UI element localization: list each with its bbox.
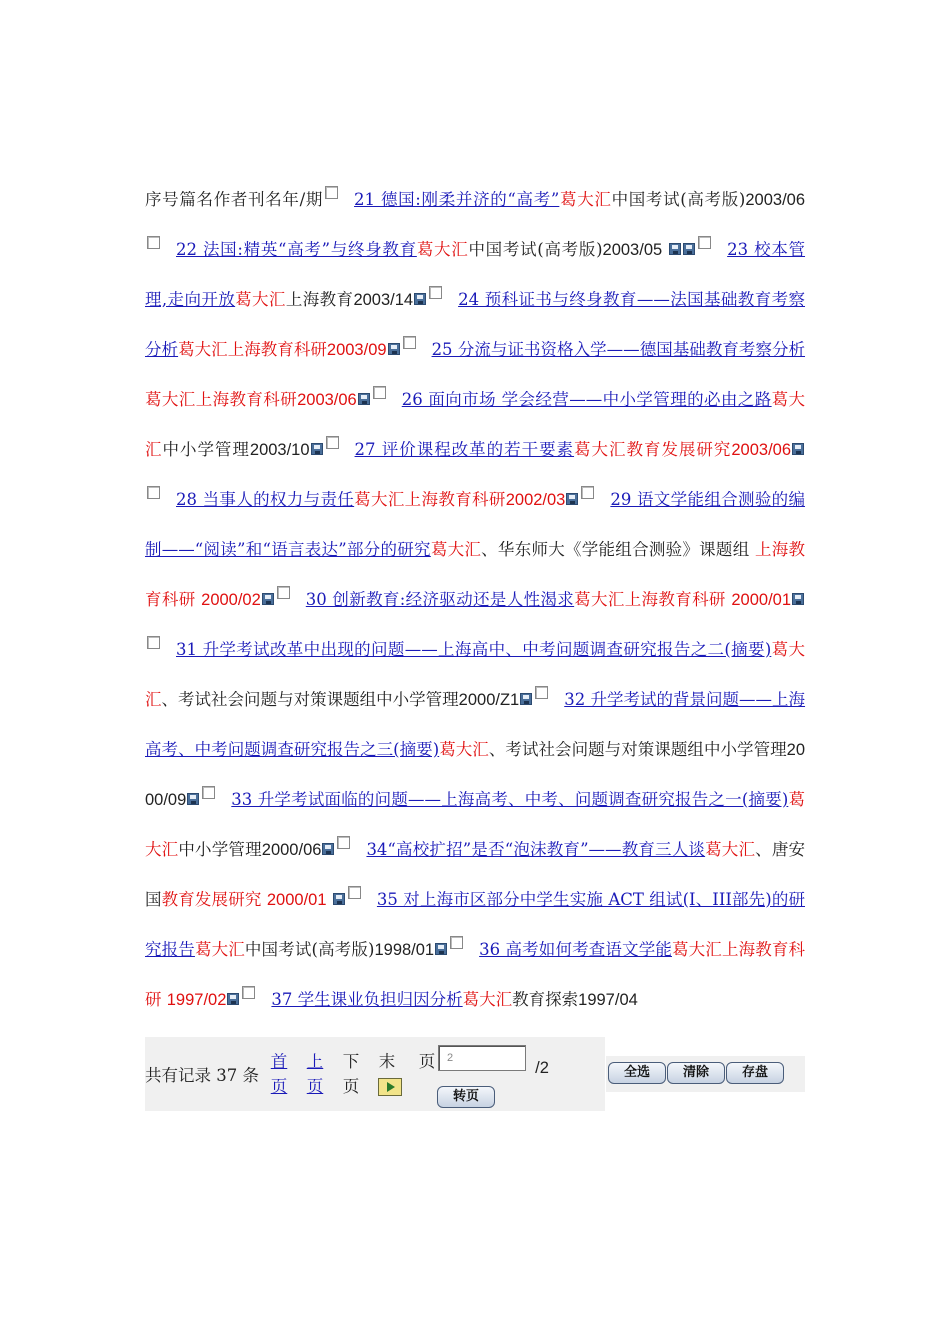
record-author: 葛大汇 <box>462 990 513 1009</box>
record-coauthor: 考试社会问题与对策课题组 <box>505 740 704 759</box>
checkbox-icon[interactable] <box>325 186 338 199</box>
next-page-top: 下 <box>342 1052 360 1071</box>
record-issue: 2000/09 <box>145 741 806 809</box>
record-journal: 中国考试(高考版) <box>611 190 746 209</box>
page-label: 页 <box>418 1052 436 1071</box>
save-icon[interactable] <box>358 393 370 405</box>
record-issue: 2003/09 <box>326 341 387 359</box>
save-icon[interactable] <box>792 443 804 455</box>
record-title-link[interactable]: 28 当事人的权力与责任 <box>176 490 355 509</box>
record-journal: 教育探索 <box>512 990 579 1009</box>
record-author: 葛大汇 <box>574 440 627 459</box>
save-icon[interactable] <box>227 993 239 1005</box>
last-page-top: 末 <box>378 1052 396 1071</box>
record-issue: 2003/10 <box>249 441 310 459</box>
checkbox-icon[interactable] <box>147 486 160 499</box>
record-author: 葛大汇 <box>559 190 612 209</box>
record-issue: 1998/01 <box>374 941 435 959</box>
save-icon[interactable] <box>262 593 274 605</box>
go-page-button[interactable]: 转页 <box>437 1086 495 1108</box>
record-coauthor: 唐安国 <box>145 840 806 909</box>
record-title-link[interactable]: 27 评价课程改革的若干要素 <box>354 440 575 459</box>
record-issue: 2003/06 <box>745 191 806 209</box>
results-list: 序号篇名作者刊名年/期 21 德国:刚柔并济的“高考”葛大汇中国考试(高考版)2003/0622 法国:精英“高考”与终身教育葛大汇中国考试(高考版)2003/05 23 校本管理,走向开放葛大汇上海教育2003/14 24 预科证书与终身教育——法国基础教育考察分析葛大汇上海教育科研2003/09 25 分流与证书资格入学——德国基础教育考察分析葛大汇上海教育科研2003/06 26 面向市场 学会经营——中小学管理的必由之路葛大汇中小学管理2003/10 27 评价课程改革的若干要素葛大汇教育发展研究2003/0628 当事人的权力与责任葛大汇上海教育科研2002/03 29 语文学能组合测验的编制——“阅读”和“语言表达”部分的研究葛大汇、华东师大《学能组合测验》课题组 上海教育科研 2000/02 30 创新教育:经济驱动还是人性渴求葛大汇上海教育科研 2000/0131 升学考试改革中出现的问题——上海高中、中考问题调查研究报告之二(摘要)葛大汇、考试社会问题与对策课题组中小学管理2000/Z1 32 升学考试的背景问题——上海高考、中考问题调查研究报告之三(摘要)葛大汇、考试社会问题与对策课题组中小学管理2000/09 33 升学考试面临的问题——上海高考、中考、问题调查研究报告之一(摘要)葛大汇中小学管理2000/06 34“高校扩招”是否“泡沫教育”——教育三人谈葛大汇、唐安国教育发展研究 2000/01 35 对上海市区部分中学生实施 ACT 组试(I、III部先)的研究报告葛大汇中国考试(高考版)1998/01 36 高考如何考查语文学能葛大汇上海教育科研 1997/02 37 学生课业负担归因分析葛大汇教育探索1997/04 <box>145 175 805 1025</box>
prev-page-link[interactable] <box>305 1049 325 1099</box>
record-issue: 2003/05 <box>602 241 663 259</box>
save-icon[interactable] <box>792 593 804 605</box>
record-author: 葛大汇 <box>145 390 196 409</box>
record-issue: 2002/03 <box>505 491 566 509</box>
record-journal: 上海教育科研 <box>404 490 506 509</box>
save-icon[interactable] <box>311 443 323 455</box>
total-records-label: 共有记录 37 条 <box>145 1066 259 1085</box>
first-page-link-bottom[interactable]: 页 <box>270 1077 288 1096</box>
last-page-label <box>377 1049 397 1074</box>
checkbox-icon[interactable] <box>581 486 594 499</box>
checkbox-icon[interactable] <box>242 986 255 999</box>
record-journal: 上海教育科研 <box>227 340 327 359</box>
save-icon[interactable] <box>435 943 447 955</box>
save-button[interactable]: 存盘 <box>726 1062 784 1084</box>
record-issue: 2003/06 <box>731 441 792 459</box>
checkbox-icon[interactable] <box>373 386 386 399</box>
save-icon[interactable] <box>566 493 578 505</box>
save-icon[interactable] <box>322 843 334 855</box>
checkbox-icon[interactable] <box>337 836 350 849</box>
record-issue: 2003/06 <box>297 391 357 409</box>
record-author: 葛大汇 <box>235 290 286 309</box>
first-page-link-top[interactable]: 首 <box>270 1052 288 1071</box>
record-issue: 1997/04 <box>578 991 638 1009</box>
record-journal: 上海教育科研 <box>195 390 298 409</box>
prev-page-link-bottom[interactable]: 页 <box>306 1077 324 1096</box>
record-author: 葛大汇 <box>672 940 722 959</box>
checkbox-icon[interactable] <box>535 686 548 699</box>
checkbox-icon[interactable] <box>450 936 463 949</box>
record-title-link[interactable]: 21 德国:刚柔并济的“高考” <box>354 190 560 209</box>
record-journal: 中小学管理 <box>703 740 787 759</box>
save-icon[interactable] <box>187 793 199 805</box>
page-total: /2 <box>535 1059 549 1077</box>
record-journal: 中小学管理 <box>376 690 459 709</box>
action-bar <box>606 1056 805 1092</box>
record-author: 葛大汇 <box>430 540 482 559</box>
record-title-link[interactable]: 26 面向市场 学会经营——中小学管理的必由之路 <box>401 390 772 409</box>
record-title-link[interactable]: 35 对上海市区部分中学生实施 ACT 组试(I、III部先)的研究报告 <box>145 890 805 959</box>
record-title-link[interactable]: 25 分流与证书资格入学——德国基础教育考察分析 <box>431 340 806 359</box>
record-title-link[interactable]: 22 法国:精英“高考”与终身教育 <box>176 240 417 259</box>
checkbox-icon[interactable] <box>698 236 711 249</box>
clear-button[interactable]: 清除 <box>667 1062 725 1084</box>
first-page-link[interactable] <box>269 1049 289 1099</box>
record-journal: 中小学管理 <box>162 440 250 459</box>
column-header: 序号篇名作者刊名年/期 <box>145 190 324 209</box>
record-issue: 2000/06 <box>261 841 322 859</box>
record-title-link[interactable]: 29 语文学能组合测验的编制——“阅读”和“语言表达”部分的研究 <box>145 490 806 559</box>
record-title-link[interactable]: 24 预科证书与终身教育——法国基础教育考察分析 <box>145 290 806 359</box>
checkbox-icon[interactable] <box>202 786 215 799</box>
checkbox-icon[interactable] <box>403 336 416 349</box>
record-title-link[interactable]: 31 升学考试改革中出现的问题——上海高中、中考问题调查研究报告之二(摘要) <box>176 640 772 659</box>
checkbox-icon[interactable] <box>429 286 442 299</box>
record-author: 葛大汇 <box>145 640 805 709</box>
record-issue: 2000/02 <box>201 591 261 609</box>
record-issue: 2003/14 <box>353 291 414 309</box>
prev-page-link-top[interactable]: 上 <box>306 1052 324 1071</box>
save-icon[interactable] <box>520 693 532 705</box>
checkbox-icon[interactable] <box>277 586 290 599</box>
record-title-link[interactable]: 36 高考如何考查语文学能 <box>479 940 672 959</box>
save-icon[interactable] <box>388 343 400 355</box>
record-journal: 上海教育 <box>285 290 354 309</box>
record-issue: 2000/Z1 <box>458 691 520 709</box>
record-author: 葛大汇 <box>574 590 625 609</box>
record-title-link[interactable]: 37 学生课业负担归因分析 <box>271 990 463 1009</box>
record-author: 葛大汇 <box>354 490 405 509</box>
record-journal: 教育发展研究 <box>161 890 262 909</box>
record-journal: 上海教育科研 <box>145 940 806 1009</box>
record-title-link[interactable]: 32 升学考试的背景问题——上海高考、中考问题调查研究报告之三(摘要) <box>145 690 806 759</box>
record-author: 葛大汇 <box>705 840 756 859</box>
checkbox-icon[interactable] <box>326 436 339 449</box>
record-title-link[interactable]: 23 校本管理,走向开放 <box>145 240 806 309</box>
record-journal: 中国考试(高考版) <box>244 940 375 959</box>
record-journal: 教育发展研究 <box>626 440 732 459</box>
record-journal: 上海教育科研 <box>624 590 726 609</box>
checkbox-icon[interactable] <box>348 886 361 899</box>
record-journal: 中国考试(高考版) <box>468 240 603 259</box>
checkbox-icon[interactable] <box>147 636 160 649</box>
record-author: 葛大汇 <box>145 390 806 459</box>
next-page-label <box>341 1049 361 1099</box>
record-coauthor: 考试社会问题与对策课题组 <box>178 690 377 709</box>
next-page-bottom: 页 <box>342 1077 360 1096</box>
page-number-input[interactable] <box>438 1045 526 1071</box>
record-journal: 上海教育科研 <box>145 540 806 609</box>
record-coauthor: 华东师大《学能组合测验》课题组 <box>497 540 750 559</box>
save-icon[interactable] <box>333 893 345 905</box>
record-author: 葛大汇 <box>145 790 805 859</box>
save-icon[interactable] <box>669 243 681 255</box>
save-icon[interactable] <box>414 293 426 305</box>
select-all-button[interactable]: 全选 <box>608 1062 666 1084</box>
record-author: 葛大汇 <box>194 940 245 959</box>
checkbox-icon[interactable] <box>147 236 160 249</box>
record-journal: 中小学管理 <box>178 840 262 859</box>
record-title-link[interactable]: 33 升学考试面临的问题——上海高考、中考、问题调查研究报告之一(摘要) <box>231 790 789 809</box>
record-issue: 2000/01 <box>731 591 792 609</box>
record-issue: 1997/02 <box>166 991 227 1009</box>
record-author: 葛大汇 <box>178 340 228 359</box>
record-author: 葛大汇 <box>439 740 489 759</box>
go-arrow-icon[interactable] <box>378 1078 402 1096</box>
record-author: 葛大汇 <box>416 240 469 259</box>
record-title-link[interactable]: 30 创新教育:经济驱动还是人性渴求 <box>305 590 575 609</box>
save-icon[interactable] <box>683 243 695 255</box>
record-title-link[interactable]: 34“高校扩招”是否“泡沫教育”——教育三人谈 <box>366 840 706 859</box>
record-issue: 2000/01 <box>266 891 327 909</box>
pagination-bar <box>145 1037 605 1111</box>
